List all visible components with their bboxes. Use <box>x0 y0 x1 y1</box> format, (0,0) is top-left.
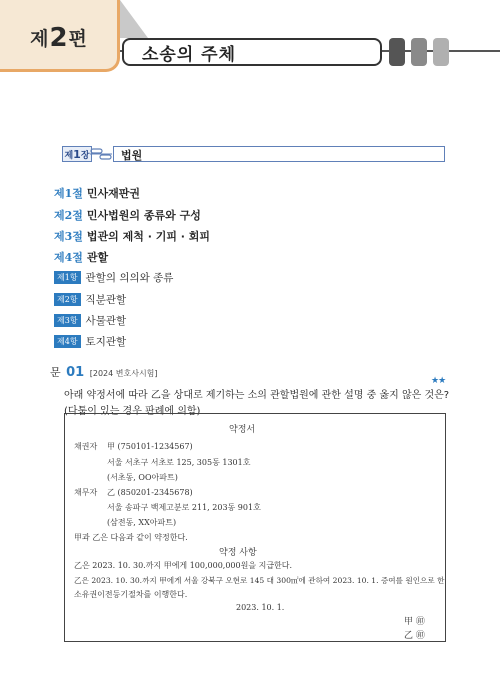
section-item: 제1절 민사재판권 <box>54 187 141 200</box>
subsection-item: 제3항 사물관할 <box>54 313 126 328</box>
term-2: 乙은 2023. 10. 30.까지 甲에게 서울 강북구 오현로 145 대 300㎡에 관하여 2023. 10. 1. 증여를 원인으로 한 <box>74 576 445 585</box>
header-block-light <box>433 38 449 66</box>
debtor-address-detail: (삼전동, XX아파트) <box>107 518 177 527</box>
header-block-dark <box>389 38 405 66</box>
part-label <box>0 0 117 69</box>
debtor-label: 채무자 <box>74 488 98 497</box>
debtor-name: 乙 (850201-2345678) <box>107 488 193 497</box>
section-item: 제2절 민사법원의 종류와 구성 <box>54 209 201 222</box>
creditor-address: 서울 서초구 서초로 125, 305동 1301호 <box>107 458 251 467</box>
creditor-label: 채권자 <box>74 442 98 451</box>
part-number: 2 <box>49 22 68 53</box>
term-1: 乙은 2023. 10. 30.까지 甲에게 100,000,000원을 지급한다. <box>74 561 293 570</box>
question-text: 아래 약정서에 따라 乙을 상대로 제기하는 소의 관할법원에 관한 설명 중 옳지 않은 것은? (다툼이 있는 경우 판례에 의함) <box>64 390 450 417</box>
seal-icon: ㊞ <box>415 617 425 627</box>
chapter-tag: 제 1 장 <box>62 146 92 162</box>
chain-link-icon <box>90 146 112 162</box>
difficulty-stars: ★★ <box>431 376 446 386</box>
contract-title: 약정서 <box>229 425 256 435</box>
page-title: 소송의 주체 <box>142 45 237 65</box>
subsection-badge: 제3항 <box>54 314 81 327</box>
header-block-mid <box>411 38 427 66</box>
part-prefix: 제 <box>30 28 49 50</box>
subsection-item: 제4항 토지관할 <box>54 334 126 349</box>
contract-date: 2023. 10. 1. <box>236 603 285 612</box>
subsection-item: 제1항 관할의 의의와 종류 <box>54 270 173 285</box>
term-2-continued: 소유권이전등기절차를 이행한다. <box>74 590 188 599</box>
chapter-title-box <box>113 146 445 162</box>
creditor-address-detail: (서초동, OO아파트) <box>107 473 178 482</box>
agreement-text: 甲과 乙은 다음과 같이 약정한다. <box>74 533 188 542</box>
debtor-address: 서울 송파구 백제고분로 211, 203동 901호 <box>107 503 261 512</box>
section-item: 제4절 관할 <box>54 251 109 264</box>
subsection-badge: 제2항 <box>54 293 81 306</box>
signatory-1: 甲 ㊞ <box>404 617 425 627</box>
terms-title: 약정 사항 <box>219 548 257 558</box>
subsection-badge: 제1항 <box>54 271 81 284</box>
seal-icon: ㊞ <box>415 631 425 641</box>
part-suffix: 편 <box>68 28 87 50</box>
subsection-item: 제2항 직분관할 <box>54 292 126 307</box>
question-header <box>50 364 158 380</box>
header-corner-decoration <box>120 0 148 38</box>
creditor-name: 甲 (750101-1234567) <box>107 442 193 451</box>
question-prefix: 문 <box>50 366 61 379</box>
question-source: [2024 변호사시험] <box>89 369 158 378</box>
section-item: 제3절 법관의 제척 · 기피 · 회피 <box>54 230 211 243</box>
subsection-badge: 제4항 <box>54 335 81 348</box>
question-number: 01 <box>66 365 85 380</box>
chapter-title: 법원 <box>121 149 143 162</box>
signatory-2: 乙 ㊞ <box>404 631 425 641</box>
